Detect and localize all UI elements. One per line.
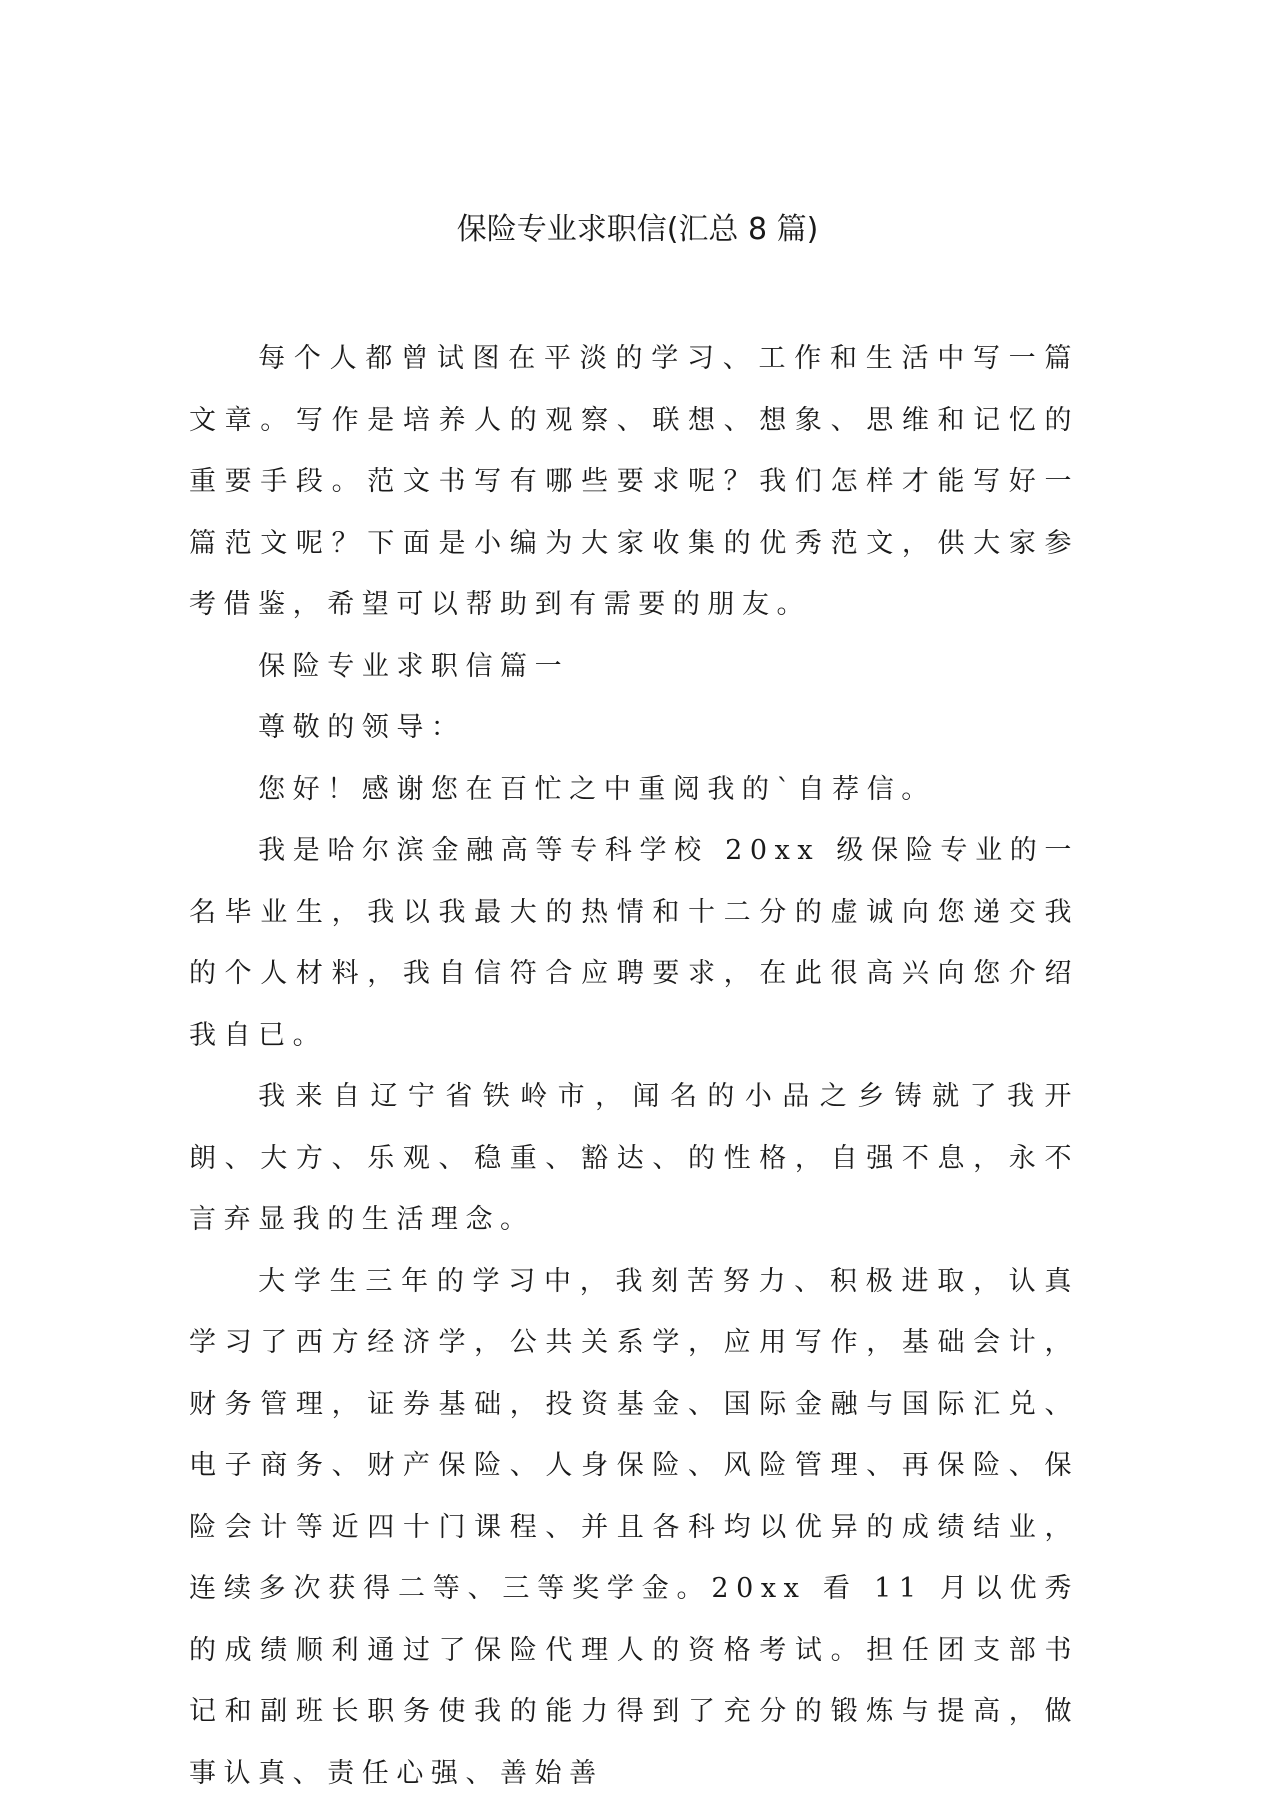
intro-paragraph: 每个人都曾试图在平淡的学习、工作和生活中写一篇文章。写作是培养人的观察、联想、想象、思维和记忆的重要手段。范文书写有哪些要求呢？我们怎样才能写好一篇范文呢？下面是小编为大家收集的优秀范文，供大家参考借鉴，希望可以帮助到有需要的朋友。 (189, 328, 1079, 636)
document-title: 保险专业求职信(汇总 8 篇) (0, 208, 1275, 252)
introduction-paragraph: 我是哈尔滨金融高等专科学校 20xx 级保险专业的一名毕业生，我以我最大的热情和十二分的虚诚向您递交我的个人材料，我自信符合应聘要求，在此很高兴向您介绍我自已。 (189, 820, 1079, 1066)
background-paragraph: 我来自辽宁省铁岭市，闻名的小品之乡铸就了我开朗、大方、乐观、稳重、豁达、的性格，自强不息，永不言弃显我的生活理念。 (189, 1066, 1079, 1251)
salutation: 尊敬的领导： (189, 697, 1079, 759)
section-heading: 保险专业求职信篇一 (189, 636, 1079, 698)
education-paragraph: 大学生三年的学习中，我刻苦努力、积极进取，认真学习了西方经济学，公共关系学，应用写作，基础会计，财务管理，证券基础，投资基金、国际金融与国际汇兑、电子商务、财产保险、人身保险、风险管理、再保险、保险会计等近四十门课程、并且各科均以优异的成绩结业，连续多次获得二等、三等奖学金。20xx 看 11 月以优秀的成绩顺利通过了保险代理人的资格考试。担任团支部书记和副班长职务使我的能力得到了充分的锻炼与提高，做事认真、责任心强、善始善 (189, 1251, 1079, 1804)
greeting-paragraph: 您好！感谢您在百忙之中重阅我的`自荐信。 (189, 759, 1079, 821)
document-body (189, 328, 1079, 1804)
